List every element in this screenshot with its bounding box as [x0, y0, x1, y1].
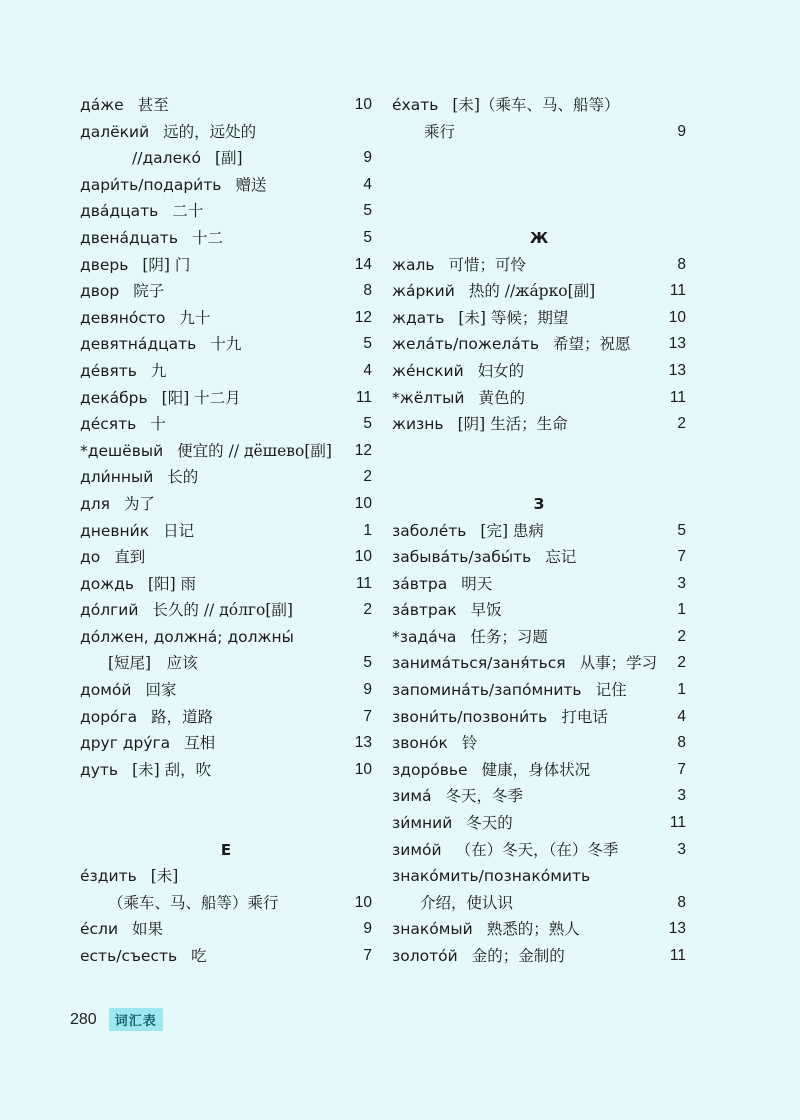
lesson-number: 11 [355, 574, 372, 592]
russian-term: до́лжен, должна́; должны́ [80, 627, 294, 646]
vocab-entry [80, 916, 372, 943]
lesson-number: 12 [354, 441, 372, 459]
section-heading: Е [220, 840, 232, 859]
lesson-number: 11 [355, 388, 372, 406]
vocab-entry [392, 544, 686, 571]
section-label: 词汇表 [109, 1008, 163, 1031]
vocab-entry [392, 331, 686, 358]
chinese-gloss: 院子 [133, 282, 165, 301]
vocab-entry [80, 145, 372, 172]
russian-term: дари́ть/подари́ть [80, 175, 222, 194]
vocab-entry [80, 757, 372, 784]
vocab-entry [80, 358, 372, 385]
chinese-gloss: 赠送 [235, 175, 267, 194]
chinese-gloss: [未] 等候；期望 [458, 308, 569, 327]
vocab-entry [392, 119, 686, 146]
lesson-number: 11 [669, 282, 686, 300]
chinese-gloss: 远的，远处的 [163, 122, 257, 141]
russian-term: жа́ркий [392, 282, 455, 301]
lesson-number: 11 [669, 388, 686, 406]
lesson-number: 12 [354, 308, 372, 326]
vocab-entry [392, 650, 686, 677]
vocab-entry [392, 305, 686, 332]
russian-term: есть/съесть [80, 947, 178, 965]
russian-term: зи́мний [392, 814, 453, 833]
vocab-entry [392, 916, 686, 943]
vocab-entry [392, 278, 686, 305]
vocab-entry [80, 890, 372, 917]
russian-term: жела́ть/пожела́ть [392, 335, 539, 354]
spacer [80, 783, 372, 810]
chinese-gloss: 铃 [461, 734, 478, 753]
chinese-gloss: 妇女的 [477, 361, 525, 380]
chinese-gloss: 打电话 [561, 707, 608, 726]
russian-term: жаль [392, 255, 435, 274]
lesson-number: 8 [677, 255, 686, 273]
vocab-entry [392, 810, 686, 837]
chinese-gloss: （在）冬天，（在）冬季 [455, 840, 619, 859]
vocab-entry [392, 837, 686, 864]
chinese-gloss: 熟悉的；熟人 [486, 920, 580, 939]
chinese-gloss: 冬天，冬季 [445, 787, 524, 806]
lesson-number: 11 [669, 814, 686, 832]
russian-term: за́втрак [392, 601, 457, 620]
spacer [80, 810, 372, 837]
chinese-gloss: [阴] 门 [142, 255, 191, 274]
lesson-number: 1 [363, 521, 372, 539]
chinese-gloss: 十 [150, 415, 166, 434]
vocab-entry [80, 305, 372, 332]
russian-term: *дешёвый [80, 441, 164, 460]
chinese-gloss: 日记 [163, 521, 195, 540]
russian-term: доро́га [80, 707, 138, 726]
lesson-number: 9 [363, 920, 372, 938]
russian-term: зимо́й [392, 840, 442, 859]
chinese-gloss: 便宜的 // дёшево[副] [177, 441, 332, 460]
russian-term: дли́нный [80, 468, 154, 487]
chinese-gloss: 直到 [114, 548, 146, 567]
russian-term: ждать [392, 308, 445, 327]
russian-term: дека́брь [80, 388, 148, 407]
lesson-number: 4 [677, 707, 686, 725]
vocab-entry [392, 571, 686, 598]
vocab-entry [392, 597, 686, 624]
lesson-number: 9 [363, 149, 372, 167]
russian-term: звоно́к [392, 734, 448, 753]
lesson-number: 2 [677, 654, 686, 672]
vocab-entry [392, 252, 686, 279]
vocab-entry [392, 890, 686, 917]
lesson-number: 10 [354, 893, 372, 911]
chinese-gloss: 九 [150, 361, 167, 380]
russian-term: до́лгий [80, 601, 139, 620]
lesson-number: 5 [363, 415, 372, 433]
vocab-entry [80, 411, 372, 438]
vocab-entry [80, 544, 372, 571]
russian-term: двена́дцать [80, 228, 178, 247]
vocab-entry [80, 278, 372, 305]
lesson-number: 8 [677, 734, 686, 752]
chinese-gloss: （乘车、马、船等）乘行 [108, 893, 279, 912]
russian-term: здоро́вье [392, 760, 468, 779]
russian-term: знако́мый [392, 920, 473, 939]
lesson-number: 9 [677, 122, 686, 140]
lesson-number: 11 [669, 947, 686, 964]
chinese-gloss: 如果 [132, 920, 164, 939]
lesson-number: 5 [677, 521, 686, 539]
vocab-entry [80, 225, 372, 252]
russian-term: звони́ть/позвони́ть [392, 707, 548, 726]
spacer [392, 172, 686, 199]
section-heading: З [533, 494, 545, 513]
russian-term: два́дцать [80, 202, 159, 221]
chinese-gloss: [阴] 生活；生命 [457, 415, 568, 434]
chinese-gloss: 二十 [172, 202, 204, 221]
vocab-entry [80, 704, 372, 731]
chinese-gloss: 回家 [145, 681, 177, 700]
russian-term: девятна́дцать [80, 335, 197, 354]
vocab-entry [80, 385, 372, 412]
chinese-gloss: 十九 [210, 335, 242, 354]
chinese-gloss: [副] [214, 149, 243, 168]
russian-term: до [80, 548, 101, 567]
spacer [392, 198, 686, 225]
chinese-gloss: [阳] 雨 [148, 574, 197, 593]
vocab-entry [80, 677, 372, 704]
russian-term: *зада́ча [392, 627, 457, 646]
chinese-gloss: 黄色的 [478, 388, 526, 407]
chinese-gloss: [未] [150, 867, 179, 886]
chinese-gloss: [未] 刮，吹 [132, 760, 212, 779]
lesson-number: 7 [363, 947, 372, 964]
lesson-number: 10 [354, 760, 372, 778]
russian-term: дуть [80, 760, 119, 779]
spacer [392, 145, 686, 172]
russian-term: заболе́ть [392, 521, 467, 540]
spacer [392, 464, 686, 491]
russian-term: друг дру́га [80, 734, 171, 753]
lesson-number: 13 [668, 920, 686, 938]
lesson-number: 3 [677, 787, 686, 805]
vocab-entry [392, 730, 686, 757]
russian-term: жизнь [392, 415, 444, 434]
vocab-entry [80, 597, 372, 624]
chinese-gloss: 长久的 // до́лго[副] [152, 601, 293, 620]
russian-term: де́вять [80, 361, 137, 380]
vocab-entry [80, 624, 372, 651]
russian-term: е́сли [80, 920, 119, 939]
russian-term: да́же [80, 96, 124, 114]
russian-term: дождь [80, 574, 135, 593]
lesson-number: 5 [363, 335, 372, 353]
vocab-entry [392, 783, 686, 810]
left-column [80, 92, 372, 970]
vocab-entry [392, 92, 686, 119]
lesson-number: 7 [677, 760, 686, 778]
page-number: 280 [70, 1010, 97, 1028]
vocab-entry [80, 172, 372, 199]
lesson-number: 5 [363, 654, 372, 672]
vocab-entry [80, 331, 372, 358]
chinese-gloss: 长的 [167, 468, 199, 487]
chinese-gloss: [完] 患病 [480, 521, 544, 540]
chinese-gloss: 健康，身体状况 [481, 760, 591, 779]
lesson-number: 3 [677, 840, 686, 858]
lesson-number: 9 [363, 681, 372, 699]
chinese-gloss: 为了 [123, 494, 155, 513]
vocab-entry [80, 92, 372, 119]
chinese-gloss: 记住 [595, 681, 627, 700]
vocab-entry [80, 650, 372, 677]
vocab-entry [80, 730, 372, 757]
vocab-entry [80, 518, 372, 545]
lesson-number: 7 [363, 707, 372, 725]
lesson-number: 2 [363, 468, 372, 486]
russian-term: золото́й [392, 947, 458, 965]
russian-term: двор [80, 282, 120, 301]
chinese-gloss: 希望；祝愿 [552, 335, 631, 354]
russian-term: дневни́к [80, 521, 150, 540]
lesson-number: 10 [354, 96, 372, 113]
lesson-number: 10 [354, 548, 372, 566]
vocab-entry [392, 358, 686, 385]
russian-term: занима́ться/заня́ться [392, 654, 566, 673]
vocab-entry [392, 943, 686, 970]
chinese-gloss: 介绍，使认识 [420, 893, 514, 912]
russian-term: е́здить [80, 867, 137, 886]
lesson-number: 1 [677, 681, 686, 699]
russian-term: же́нский [392, 361, 464, 380]
lesson-number: 8 [363, 282, 372, 300]
chinese-gloss: 甚至 [137, 96, 169, 114]
lesson-number: 8 [677, 893, 686, 911]
lesson-number: 7 [677, 548, 686, 566]
lesson-number: 13 [668, 335, 686, 353]
russian-term: //далеко́ [132, 149, 201, 168]
spacer [392, 438, 686, 465]
russian-term: е́хать [392, 96, 439, 114]
russian-term: за́втра [392, 574, 448, 593]
lesson-number: 4 [363, 361, 372, 379]
lesson-number: 2 [677, 415, 686, 433]
vocab-entry [80, 571, 372, 598]
lesson-number: 5 [363, 228, 372, 246]
chinese-gloss: 可惜；可怜 [448, 255, 527, 274]
chinese-gloss: 吃 [191, 947, 207, 965]
russian-term: забыва́ть/забы́ть [392, 548, 532, 567]
chinese-gloss: 十二 [191, 228, 223, 247]
russian-term: запомина́ть/запо́мнить [392, 681, 582, 700]
chinese-gloss: 忘记 [545, 548, 577, 567]
russian-term: дверь [80, 255, 129, 274]
vocab-entry [80, 119, 372, 146]
vocab-entry [392, 518, 686, 545]
chinese-gloss: 从事；学习 [579, 654, 658, 673]
chinese-gloss: 互相 [184, 734, 216, 753]
vocab-entry [80, 943, 372, 970]
lesson-number: 10 [354, 494, 372, 512]
page-footer [70, 1008, 163, 1031]
lesson-number: 4 [363, 175, 372, 193]
russian-term: далёкий [80, 122, 150, 141]
russian-term: зима́ [392, 787, 432, 806]
chinese-gloss: 路，道路 [151, 707, 214, 726]
lesson-number: 5 [363, 202, 372, 220]
chinese-gloss: [阳] 十二月 [161, 388, 241, 407]
vocab-entry [392, 704, 686, 731]
lesson-number: 13 [354, 734, 372, 752]
right-column [392, 92, 686, 970]
chinese-gloss: 九十 [179, 308, 211, 327]
chinese-gloss: 早饭 [470, 601, 502, 620]
chinese-gloss: 明天 [461, 574, 493, 593]
chinese-gloss: [未]（乘车、马、船等） [452, 96, 620, 114]
lesson-number: 14 [354, 255, 372, 273]
vocab-entry [80, 198, 372, 225]
russian-term: *жёлтый [392, 388, 465, 407]
lesson-number: 13 [668, 361, 686, 379]
lesson-number: 1 [677, 601, 686, 619]
section-heading: Ж [529, 228, 549, 247]
vocab-entry [80, 464, 372, 491]
vocab-entry [80, 438, 372, 465]
chinese-gloss: 金的；金制的 [471, 947, 565, 965]
chinese-gloss: 热的 //жа́рко[副] [468, 282, 596, 301]
vocab-entry [392, 677, 686, 704]
vocab-entry [80, 491, 372, 518]
chinese-gloss: 任务；习题 [470, 627, 548, 646]
chinese-gloss: 冬天的 [466, 814, 513, 833]
vocab-entry [392, 863, 686, 890]
lesson-number: 2 [363, 601, 372, 619]
lesson-number: 3 [677, 574, 686, 592]
vocab-entry [392, 624, 686, 651]
russian-term: домо́й [80, 681, 132, 700]
russian-term: для [80, 494, 110, 513]
russian-term: знако́мить/познако́мить [392, 867, 591, 886]
chinese-gloss: 乘行 [424, 122, 456, 141]
lesson-number: 2 [677, 627, 686, 645]
vocab-entry [392, 411, 686, 438]
lesson-number: 10 [668, 308, 686, 326]
russian-term: девяно́сто [80, 308, 166, 327]
vocab-entry [392, 757, 686, 784]
vocab-entry [80, 863, 372, 890]
vocab-entry [392, 385, 686, 412]
russian-term: де́сять [80, 415, 137, 434]
vocab-entry [80, 252, 372, 279]
chinese-gloss: [短尾] 应该 [108, 654, 198, 673]
